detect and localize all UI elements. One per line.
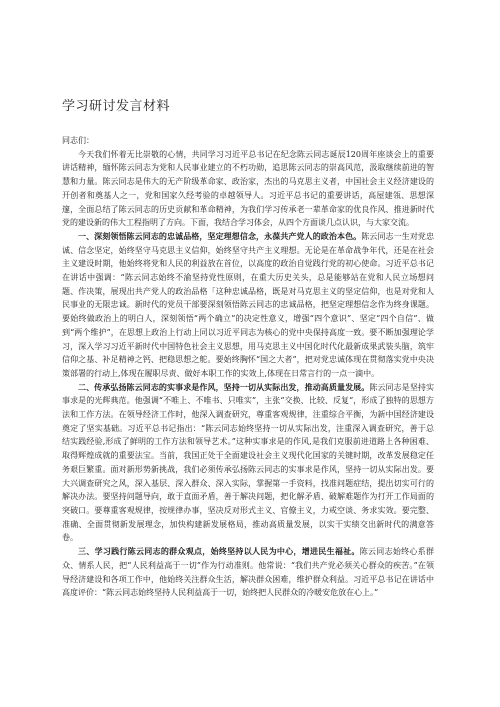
section-heading: 三、学习践行陈云同志的群众观点，始终坚持以人民为中心，增进民生福祉。 [78, 546, 360, 557]
section-heading: 二、传承弘扬陈云同志的实事求是作风，坚持一切从实际出发，推动高质量发展。 [78, 381, 370, 392]
salutation: 同志们： [62, 136, 94, 145]
paragraph-text: 陈云同志一生对党忠诚、信念坚定，始终坚守马克思主义信仰，始终坚守共产主义理想。无论是在革命战争年代，还是在社会主义建设时期，他始终将党和人民的利益放在首位，以高度的政治自觉践行党的初心使命。习近平总书记在讲话中强调：“陈云同志始终不渝坚持党性原则，在重大历史关头，总是能够站在党和人民立场想问题、作决策，展现出共产党人的政治品格「这种忠诚品格，既是对马克思主义的坚定信仰，也是对党和人民事业的无限忠诚。新时代的党员干部要深刻领悟陈云同志的忠诚品格，把坚定理想信念作为终身课题。要始终做政治上的明白人，深刻领悟“两个确立”的决定性意义，增强“四个意识”、坚定“四个自信”、做到“两个维护”，在思想上政治上行动上同以习近平同志为核心的党中央保持高度一致。要不断加强理论学习，深入学习习近平新时代中国特色社会主义思想，用马克思主义中国化时代化最新成果武装头脑，筑牢信仰之基、补足精神之钙、把稳思想之舵。要始终胸怀“国之大者”，把对党忠诚体现在贯彻落实党中央决策部署的行动上,体现在履职尽责、做好本职工作的实效上,体现在日常言行的一点一滴中。 [62, 231, 435, 378]
paragraph-intro [62, 148, 434, 230]
paragraph-text: 陈云同志始终心系群众、情系人民，把“人民利益高于一切”作为行动准则。他常说：“我们共产党必须关心群众的疾苦。”在领导经济建设和各项工作中，他始终关注群众生活，解决群众困难，维护群众利益。习近平总书记在讲话中高度评价：“陈云同志始终坚持人民利益高于一切，始终把人民群众的冷暖安危放在心上。” [62, 547, 435, 598]
paragraph-text: 陈云同志是坚持实事求是的光辉典范。他强调“不唯上、不唯书、只唯实”，主张“交换、比较、反复”，形成了独特的思想方法和工作方法。在领导经济工作时，他深入调查研究，尊重客观规律，注重综合平衡，为新中国经济建设奠定了坚实基础。习近平总书记指出：“陈云同志始终坚持一切从实际出发，注重深入调查研究，善于总结实践经验,形成了鲜明的工作方法和领导艺术。”这种实事求是的作风,是我们克服前进道路上各种困难、取得辉煌成就的重要法宝。当前，我国正处于全面建设社会主义现代化国家的关键时期，改革发展稳定任务艰巨繁重。面对新形势新挑战，我们必须传承弘扬陈云同志的实事求是作风，坚持一切从实际出发。要大兴调查研究之风，深入基层、深入群众、深入实际，掌握第一手资料，找准问题症结，提出切实可行的解决办法。要坚持问题导向，敢于直面矛盾，善于解决问题，把化解矛盾、破解难题作为打开工作局面的突破口。要尊重客观规律，按规律办事，坚决反对形式主义、官僚主义，力戒空谈、务求实效。要完整、准确、全面贯彻新发展理念，加快构建新发展格局，推动高质量发展，以实干实绩交出新时代的满意答卷。 [62, 382, 435, 543]
paragraph-section-2 [62, 381, 434, 545]
section-heading: 一、深刻领悟陈云同志的忠诚品格，坚定理想信念，永葆共产党人的政治本色。 [78, 230, 362, 241]
paragraph-section-3 [62, 545, 434, 600]
paragraph-section-1 [62, 230, 434, 381]
paragraph-text: 今天我们怀着无比崇敬的心情，共同学习习近平总书记在纪念陈云同志诞辰120周年座谈会上的重要讲话精神，缅怀陈云同志为党和人民事业建立的不朽功勋，追思陈云同志的崇高风范，汲取继续前进的智慧和力量。陈云同志是伟大的无产阶级革命家、政治家，杰出的马克思主义者，中国社会主义经济建设的开创者和奠基人之一，党和国家久经考验的卓越领导人。习近平总书记的重要讲话，高屋建瓴、思想深邃，全面总结了陈云同志的历史贡献和革命精神，为我们学习传承老一辈革命家的优良作风、推进新时代党的建设新的伟大工程指明了方向。下面，我结合学习体会，从四个方面谈几点认识，与大家交流。 [62, 149, 434, 228]
document-title: 学习研讨发言材料 [62, 99, 171, 114]
